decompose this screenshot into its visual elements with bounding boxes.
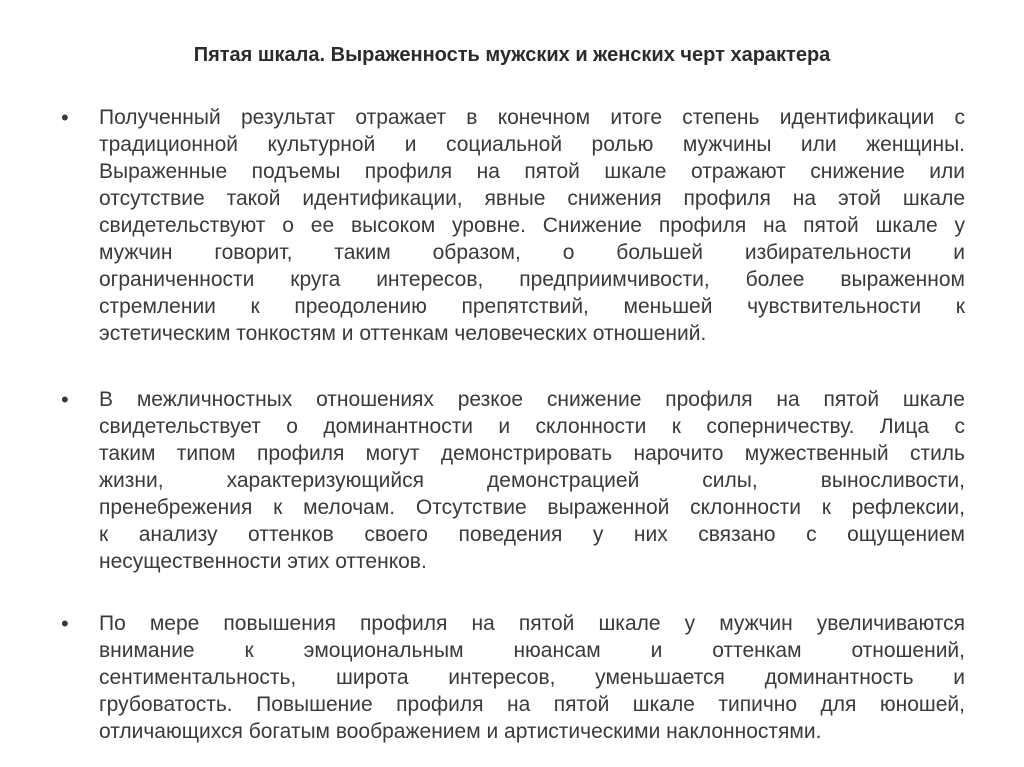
text-line: несущественности этих оттенков. [99, 550, 427, 573]
text-line: грубоватость. Повышение профиля на пятой шкале типично для юношей, [99, 693, 965, 716]
paragraph-2 [61, 386, 965, 575]
text-line: мужчин говорит, таким образом, о большей избирательности и [99, 241, 965, 264]
bullet-icon: • [61, 611, 69, 636]
text-line: Выраженные подъемы профиля на пятой шкале отражают снижение или [99, 160, 965, 183]
text-line: традиционной культурной и социальной ролью мужчины или женщины. [99, 133, 965, 156]
paragraph-3 [61, 610, 965, 745]
text-line: свидетельствуют о ее высоком уровне. Снижение профиля на пятой шкале у [99, 214, 965, 237]
text-line: жизни, характеризующийся демонстрацией силы, выносливости, [99, 469, 965, 492]
text-line: свидетельствует о доминантности и склонности к соперничеству. Лица с [99, 415, 965, 438]
text-line: В межличностных отношениях резкое снижение профиля на пятой шкале [99, 388, 965, 411]
text-line: По мере повышения профиля на пятой шкале у мужчин увеличиваются [99, 612, 965, 635]
text-line: сентиментальность, широта интересов, уменьшается доминантность и [99, 666, 965, 689]
text-line: пренебрежения к мелочам. Отсутствие выраженной склонности к рефлексии, [99, 496, 965, 519]
text-line: Полученный результат отражает в конечном итоге степень идентификации с [99, 106, 965, 129]
text-line: внимание к эмоциональным нюансам и оттенкам отношений, [99, 639, 965, 662]
text-line: ограниченности круга интересов, предприимчивости, более выраженном [99, 268, 965, 291]
slide-title: Пятая шкала. Выраженность мужских и женских черт характера [193, 44, 831, 66]
bullet-icon: • [61, 105, 69, 130]
bullet-icon: • [61, 387, 69, 412]
text-line: эстетическим тонкостям и оттенкам человеческих отношений. [99, 322, 707, 345]
text-line: к анализу оттенков своего поведения у них связано с ощущением [99, 523, 965, 546]
paragraph-1 [61, 104, 965, 347]
text-line: отсутствие такой идентификации, явные снижения профиля на этой шкале [99, 187, 965, 210]
text-line: таким типом профиля могут демонстрировать нарочито мужественный стиль [99, 442, 965, 465]
text-line: стремлении к преодолению препятствий, меньшей чувствительности к [99, 295, 965, 318]
text-line: отличающихся богатым воображением и артистическими наклонностями. [99, 720, 822, 743]
